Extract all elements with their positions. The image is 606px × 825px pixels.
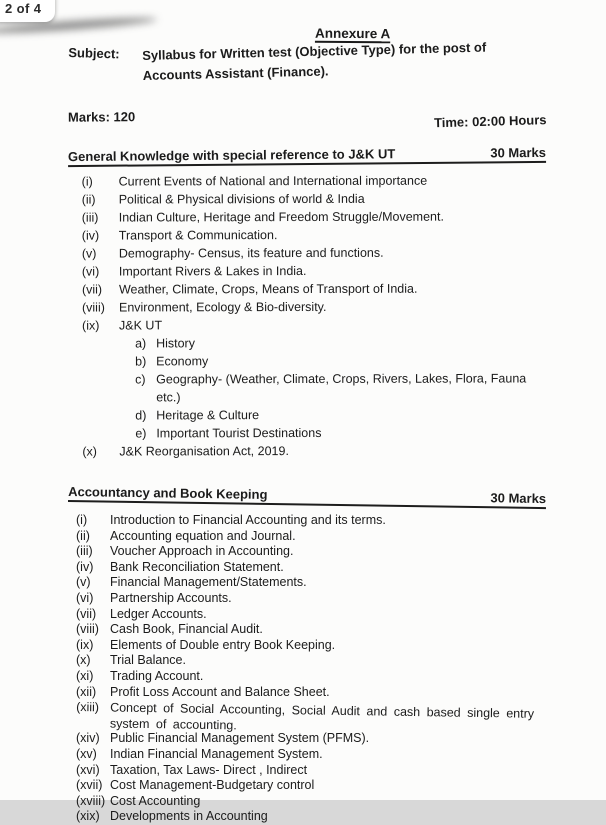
syllabus-item	[76, 763, 546, 779]
sub-item-list	[135, 333, 546, 442]
syllabus-sub-item	[135, 423, 546, 442]
syllabus-item	[82, 261, 546, 280]
subject-text: Syllabus for Written test (Objective Type) for the post of Accounts Assistant (Finance).	[142, 39, 487, 83]
syllabus-item	[76, 809, 546, 825]
item-number: (xi)	[76, 668, 94, 683]
section-title: General Knowledge with special reference to J&K UT	[67, 146, 396, 165]
syllabus-item	[82, 297, 546, 316]
syllabus-item	[76, 778, 546, 794]
syllabus-item	[76, 685, 546, 701]
item-number: (i)	[76, 513, 88, 527]
syllabus-item	[82, 189, 546, 208]
item-text: Trial Balance.	[110, 653, 186, 668]
syllabus-sub-item	[135, 405, 546, 424]
syllabus-item	[76, 653, 546, 669]
sub-item-text: Economy	[156, 354, 209, 369]
sections	[67, 144, 547, 825]
item-number: (iii)	[81, 210, 99, 225]
item-text: Trading Account.	[110, 668, 204, 683]
item-number: (x)	[76, 653, 91, 668]
syllabus-item	[76, 669, 546, 685]
item-text: Important Rivers & Lakes in India.	[118, 264, 307, 279]
syllabus-item	[76, 544, 546, 560]
item-number: (iv)	[76, 559, 94, 574]
item-number: (vi)	[76, 590, 94, 605]
item-number: (iii)	[76, 544, 93, 559]
syllabus-item	[76, 513, 546, 529]
syllabus-item	[76, 560, 546, 576]
section-marks: 30 Marks	[490, 490, 547, 507]
item-text: Accounting equation and Journal.	[110, 528, 296, 543]
item-number: (xvi)	[76, 762, 100, 777]
item-text: Taxation, Tax Laws- Direct , Indirect	[110, 762, 308, 777]
syllabus-item	[76, 794, 546, 810]
section-header	[68, 145, 546, 167]
item-text: Cash Book, Financial Audit.	[110, 622, 263, 637]
subject-row	[68, 39, 546, 86]
syllabus-sub-item	[135, 333, 546, 352]
item-number: (xvii)	[76, 778, 103, 793]
item-number: (vii)	[76, 606, 97, 621]
syllabus-item	[82, 171, 546, 190]
syllabus-item	[82, 243, 546, 262]
item-number: (v)	[76, 575, 91, 590]
item-text: J&K UT	[119, 318, 163, 333]
syllabus-item	[76, 622, 546, 638]
sub-item-text: History	[156, 336, 195, 351]
sub-item-text: Important Tourist Destinations	[156, 425, 322, 441]
syllabus-item	[82, 207, 546, 226]
syllabus-section	[68, 484, 546, 825]
item-text: Elements of Double entry Book Keeping.	[110, 637, 336, 652]
item-text: Indian Culture, Heritage and Freedom Struggle/Movement.	[118, 209, 444, 225]
syllabus-item	[76, 607, 546, 623]
item-text: Transport & Communication.	[118, 228, 278, 243]
section-marks: 30 Marks	[490, 144, 547, 161]
item-number: (xii)	[76, 684, 97, 699]
item-text: Introduction to Financial Accounting and its terms.	[110, 513, 386, 527]
syllabus-item	[76, 591, 546, 607]
item-number: (viii)	[81, 300, 105, 315]
sub-item-letter: c)	[135, 372, 146, 387]
item-text: Indian Financial Management System.	[110, 746, 323, 761]
item-number: (ii)	[76, 528, 90, 543]
syllabus-item	[76, 638, 546, 654]
item-number: (x)	[82, 444, 97, 459]
item-text: Political & Physical divisions of world & India	[118, 191, 365, 207]
item-number: (i)	[81, 174, 93, 189]
item-text: Environment, Ecology & Bio-diversity.	[118, 299, 327, 315]
section-list	[68, 513, 546, 825]
syllabus-item	[82, 225, 546, 244]
syllabus-sub-item	[135, 351, 546, 370]
item-text: Public Financial Management System (PFMS).	[110, 731, 370, 746]
item-number: (vi)	[81, 264, 100, 279]
item-text: Current Events of National and International importance	[118, 173, 428, 189]
item-number: (xiii)	[76, 700, 100, 715]
item-text: Demography- Census, its feature and functions.	[118, 245, 384, 261]
item-number: (viii)	[76, 622, 99, 637]
syllabus-section	[67, 144, 547, 460]
total-marks: Marks: 120	[67, 109, 136, 125]
item-text: Voucher Approach in Accounting.	[110, 544, 294, 559]
sub-item-letter: a)	[135, 336, 147, 351]
sub-item-text: Geography- (Weather, Climate, Crops, Rivers, Lakes, Flora, Fauna etc.)	[156, 371, 527, 405]
syllabus-item	[82, 279, 546, 298]
item-text: Ledger Accounts.	[110, 606, 207, 621]
syllabus-item	[76, 747, 546, 763]
syllabus-item	[82, 315, 546, 334]
syllabus-sub-item	[135, 369, 546, 406]
page-indicator: 2 of 4	[0, 0, 55, 22]
sub-item-letter: d)	[135, 408, 147, 423]
syllabus-item	[82, 441, 546, 460]
annexure-title: Annexure A	[315, 25, 391, 42]
item-text: Financial Management/Statements.	[110, 575, 307, 590]
item-text: J&K Reorganisation Act, 2019.	[119, 444, 289, 459]
section-list	[68, 171, 547, 460]
item-number: (vii)	[81, 282, 103, 297]
meta-row	[67, 106, 547, 131]
item-number: (ii)	[81, 192, 96, 207]
time-allowed: Time: 02:00 Hours	[433, 112, 547, 131]
item-number: (iv)	[81, 228, 100, 243]
item-number: (xv)	[76, 746, 97, 761]
item-number: (xix)	[76, 809, 100, 824]
section-title: Accountancy and Book Keeping	[68, 484, 268, 502]
item-text: Cost Management-Budgetary control	[110, 778, 315, 793]
sub-item-text: Heritage & Culture	[156, 408, 260, 423]
section-header	[68, 484, 546, 509]
syllabus-item	[76, 575, 546, 591]
item-text: Partnership Accounts.	[110, 590, 232, 605]
item-number: (ix)	[82, 318, 100, 333]
item-number: (ix)	[76, 637, 94, 652]
item-text: Concept of Social Accounting, Social Audit and cash based single entry system of accounting.	[109, 700, 535, 733]
item-number: (xiv)	[76, 731, 100, 746]
item-number: (xviii)	[76, 793, 106, 808]
syllabus-item	[76, 529, 546, 545]
item-text: Profit Loss Account and Balance Sheet.	[110, 684, 330, 699]
item-text: Cost Accounting	[110, 793, 201, 808]
sub-item-letter: b)	[135, 354, 147, 369]
item-number: (v)	[81, 246, 97, 261]
subject-label: Subject:	[68, 44, 120, 62]
item-text: Weather, Climate, Crops, Means of Transport of India.	[118, 281, 418, 297]
sub-item-letter: e)	[135, 426, 147, 441]
item-text: Developments in Accounting	[110, 809, 268, 824]
item-text: Bank Reconciliation Statement.	[110, 559, 284, 574]
